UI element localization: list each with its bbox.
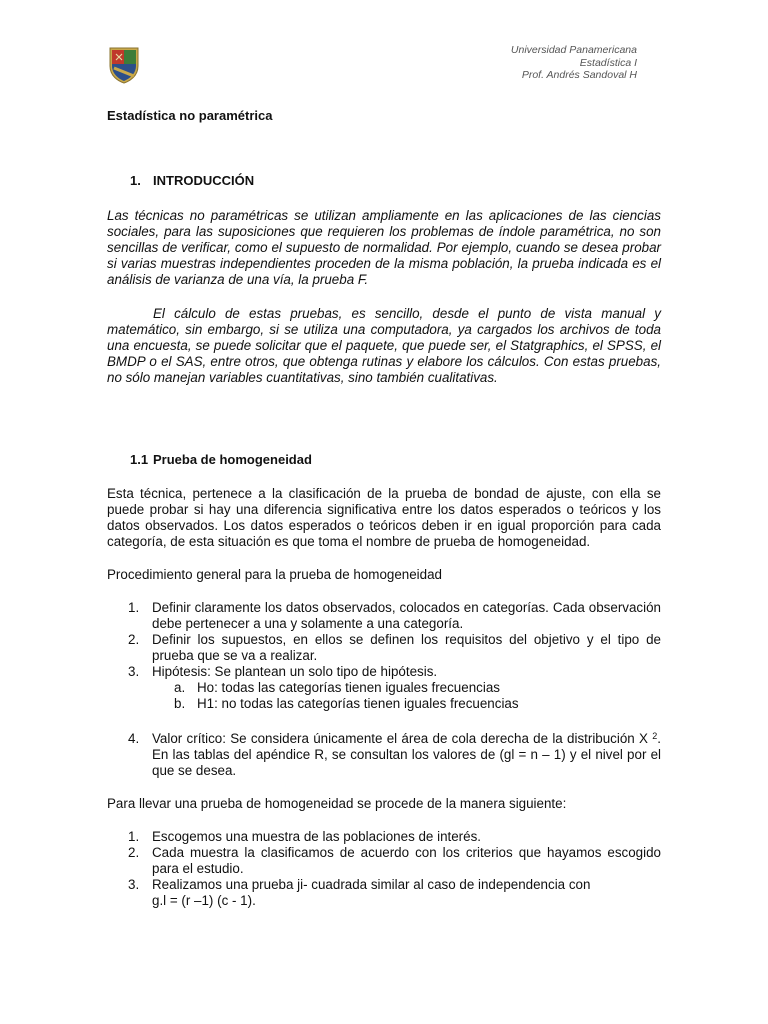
university-name: Universidad Panamericana	[510, 44, 637, 56]
procedure-intro: Procedimiento general para la prueba de homogeneidad	[107, 567, 443, 582]
document-title: Estadística no paramétrica	[107, 108, 273, 123]
course-name: Estadística I	[579, 56, 637, 69]
list-item: 4. Valor crítico: Se considera únicamente el área de cola derecha de la distribución X $^2$. En las tablas del apéndice R, se consultan los valores de (gl = n – 1) y el nivel por el que se desea.	[128, 731, 661, 778]
list-item: b. H1: no todas las categorías tienen iguales frecuencias	[174, 696, 519, 711]
manner-list	[107, 829, 661, 909]
critical-value-list	[107, 731, 661, 779]
homogeneity-paragraph: Esta técnica, pertenece a la clasificación de la prueba de bondad de ajuste, con ella se puede probar si hay una diferencia significativa entre los datos esperados o teóricos y los datos observados. Los datos esperados o teóricos deben ir en igual proporción para cada categoría, de esta situación es que toma el nombre de prueba de homogeneidad.	[107, 486, 661, 549]
list-item: 1. Definir claramente los datos observados, colocados en categorías. Cada observación debe pertenecer a una y solamente a una categoría.	[128, 600, 661, 631]
intro-paragraph-2: El cálculo de estas pruebas, es sencillo, desde el punto de vista manual y matemático, sin embargo, si se utiliza una computadora, ya cargados los archivos de toda una encuesta, se puede solicitar que el paquete, que puede ser, el Statgraphics, el SPSS, el BMDP o el SAS, entre otros, que obtenga rutinas y elabore los cálculos. Con estas pruebas, no sólo manejan variables cuantitativas, sino también cualitativas.	[107, 306, 661, 385]
procedure-list	[107, 600, 661, 712]
list-item: 3. Hipótesis: Se plantean un solo tipo de hipótesis. a. Ho: todas las categorías tienen iguales frecuencias b. H1: no todas las categorías tienen iguales frecuencias	[107, 664, 661, 712]
section-heading-homogeneidad	[130, 452, 312, 468]
list-item: 2. Definir los supuestos, en ellos se definen los requisitos del objetivo y el tipo de prueba que se va a realizar.	[128, 632, 661, 663]
list-item: a. Ho: todas las categorías tienen iguales frecuencias	[174, 680, 500, 695]
section-number: 1.1	[130, 452, 149, 467]
section-heading-introduccion	[130, 173, 254, 189]
section-title: INTRODUCCIÓN	[153, 173, 255, 188]
section-title: Prueba de homogeneidad	[153, 452, 312, 467]
hypothesis-sublist	[152, 680, 661, 712]
list-item: 3. Realizamos una prueba ji- cuadrada similar al caso de independencia con g.l = (r –1) (c - 1).	[128, 877, 591, 908]
university-shield-logo-icon	[108, 46, 140, 84]
intro-paragraph-1: Las técnicas no paramétricas se utilizan ampliamente en las aplicaciones de las ciencias sociales, para las suposiciones que requieren los problemas de índole paramétrica, no son sencillas de verificar, como el supuesto de normalidad. Por ejemplo, cuando se desea probar si varias muestras independientes proceden de la misma población, la prueba indicada es el análisis de varianza de una vía, la prueba F.	[107, 208, 661, 287]
header-info	[511, 44, 637, 82]
list-item: 2. Cada muestra la clasificamos de acuerdo con los criterios que hayamos escogido para el estudio.	[128, 845, 661, 876]
list-item: 1. Escogemos una muestra de las poblaciones de interés.	[128, 829, 482, 844]
professor-name: Prof. Andrés Sandoval H	[521, 69, 637, 81]
manner-intro: Para llevar una prueba de homogeneidad se procede de la manera siguiente:	[107, 796, 567, 811]
section-number: 1.	[130, 173, 141, 188]
